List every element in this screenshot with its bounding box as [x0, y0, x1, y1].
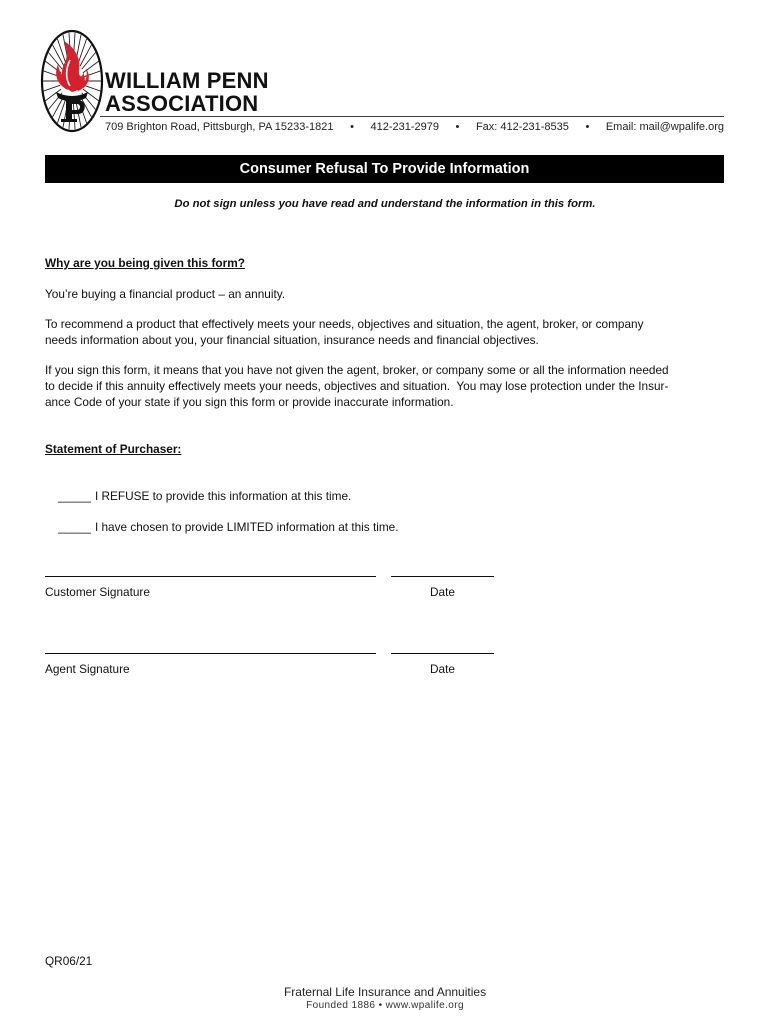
footer-tagline: Fraternal Life Insurance and Annuities: [283, 985, 487, 999]
footer-founded: Founded 1886 • www.wpalife.org: [306, 1000, 464, 1011]
refuse-initial-blank[interactable]: _____: [58, 489, 91, 503]
paragraph2-line1: If you sign this form, it means that you have not given the agent, broker, or company some or all the information needed: [45, 363, 669, 377]
signing-warning: Do not sign unless you have read and understand the information in this form.: [174, 198, 596, 210]
limited-initial-blank[interactable]: _____: [58, 520, 91, 534]
flame-emblem-icon: [39, 28, 105, 136]
customer-date-label: Date: [430, 585, 455, 599]
limited-option-text: I have chosen to provide LIMITED information at this time.: [94, 520, 399, 534]
agent-date-line[interactable]: [391, 653, 494, 654]
paragraph2-line2: to decide if this annuity effectively meets your needs, objectives and situation. You may lose protection under the Insur-: [45, 379, 669, 393]
limited-option: [45, 503, 399, 551]
address-street: 709 Brighton Road, Pittsburgh, PA 15233-1821: [105, 121, 334, 133]
why-heading: Why are you being given this form?: [45, 256, 245, 270]
address-email: Email: mail@wpalife.org: [605, 121, 724, 133]
letterhead-address: [105, 120, 724, 134]
refuse-option-text: I REFUSE to provide this information at this time.: [94, 489, 352, 503]
paragraph2-line3: ance Code of your state if you sign this form or provide inaccurate information.: [45, 395, 454, 409]
form-title: Consumer Refusal To Provide Information: [239, 161, 530, 177]
organization-name-line1: WILLIAM PENN: [105, 68, 269, 93]
address-phone: 412-231-2979: [370, 121, 439, 133]
paragraph1-line1: To recommend a product that effectively meets your needs, objectives and situation, the agent, broker, or company: [45, 317, 644, 331]
form-title-bar: [45, 155, 724, 183]
customer-date-line[interactable]: [391, 576, 494, 577]
logo-p-base: [61, 119, 77, 122]
paragraph1-line2: needs information about you, your financial situation, insurance needs and financial objectives.: [45, 333, 539, 347]
statement-heading: Statement of Purchaser:: [45, 442, 182, 456]
address-separator: •: [455, 121, 460, 133]
address-fax: Fax: 412-231-8535: [475, 121, 569, 133]
why-intro: You’re buying a financial product – an annuity.: [45, 287, 286, 301]
customer-signature-line[interactable]: [45, 576, 376, 577]
organization-name-line2: ASSOCIATION: [105, 91, 259, 116]
customer-signature-label: Customer Signature: [45, 585, 150, 599]
address-separator: •: [585, 121, 590, 133]
agent-signature-label: Agent Signature: [45, 662, 130, 676]
form-code: QR06/21: [45, 954, 93, 968]
agent-signature-line[interactable]: [45, 653, 376, 654]
address-separator: •: [350, 121, 354, 133]
agent-date-label: Date: [430, 662, 455, 676]
letterhead-divider: [100, 116, 724, 117]
